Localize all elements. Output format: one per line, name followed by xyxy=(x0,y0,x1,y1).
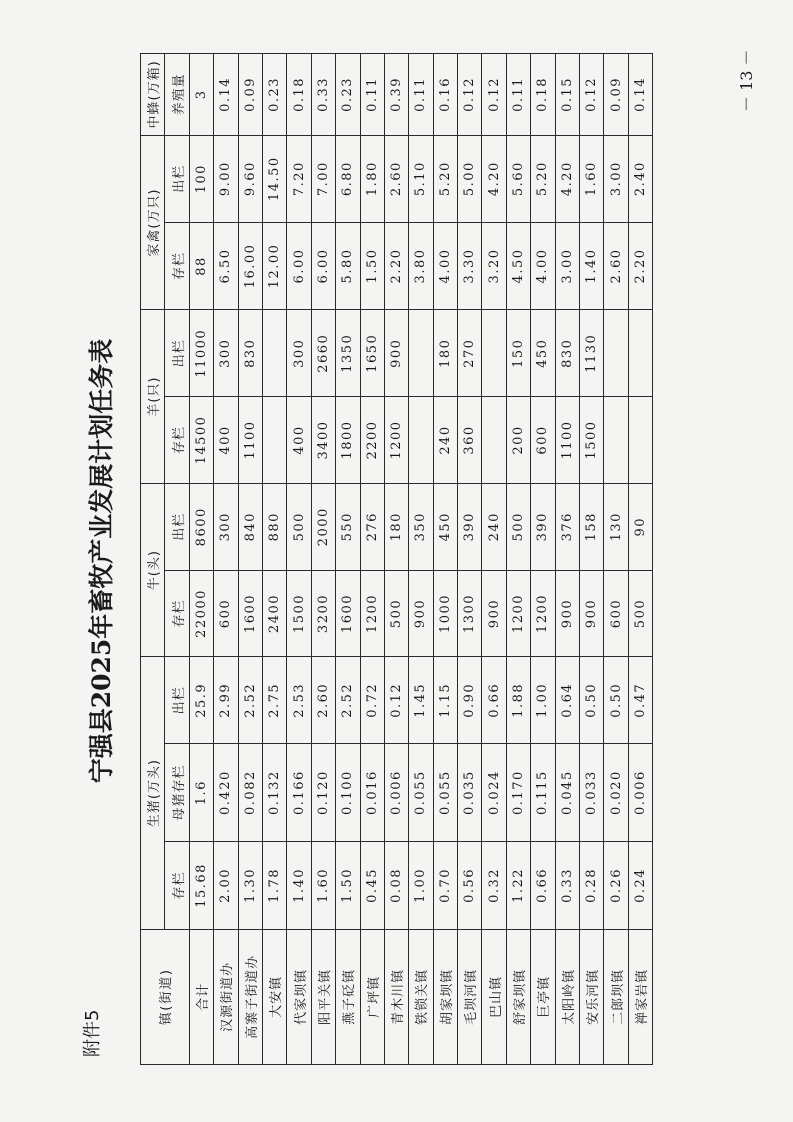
table-row xyxy=(262,54,286,1065)
table-cell: 0.120 xyxy=(311,744,335,842)
table-cell: 4.00 xyxy=(531,222,555,310)
table-cell: 0.020 xyxy=(604,744,628,842)
table-cell: 0.15 xyxy=(555,54,579,136)
table-cell: 550 xyxy=(336,483,360,570)
table-cell: 450 xyxy=(433,483,457,570)
table-cell: 3.80 xyxy=(409,222,433,310)
table-cell: 4.20 xyxy=(482,135,506,222)
town-name-cell: 二郎坝镇 xyxy=(604,929,628,1064)
town-name-cell: 广坪镇 xyxy=(360,929,384,1064)
table-row xyxy=(555,54,579,1065)
table-cell: 0.33 xyxy=(311,54,335,136)
table-cell: 0.28 xyxy=(580,842,604,930)
table-cell: 0.56 xyxy=(458,842,482,930)
table-cell: 270 xyxy=(458,310,482,397)
table-cell: 400 xyxy=(214,397,238,484)
table-cell: 2.52 xyxy=(238,657,262,744)
table-cell: 1.00 xyxy=(531,657,555,744)
table-row xyxy=(238,54,262,1065)
table-cell: 0.024 xyxy=(482,744,506,842)
table-cell: 600 xyxy=(604,570,628,657)
table-cell: 3200 xyxy=(311,570,335,657)
table-cell: 5.60 xyxy=(506,135,530,222)
town-name-cell: 舒家坝镇 xyxy=(506,929,530,1064)
table-cell: 1000 xyxy=(433,570,457,657)
town-name-cell: 太阳岭镇 xyxy=(555,929,579,1064)
table-cell: 0.14 xyxy=(628,54,652,136)
table-row xyxy=(482,54,506,1065)
subheader-cattle-out: 出栏 xyxy=(165,483,189,570)
table-cell: 0.166 xyxy=(287,744,311,842)
table-cell: 0.72 xyxy=(360,657,384,744)
table-cell: 1800 xyxy=(336,397,360,484)
table-cell: 1130 xyxy=(580,310,604,397)
table-cell: 0.132 xyxy=(262,744,286,842)
table-row xyxy=(287,54,311,1065)
table-cell: 0.055 xyxy=(433,744,457,842)
table-cell: 6.00 xyxy=(311,222,335,310)
table-cell: 1200 xyxy=(531,570,555,657)
town-name-cell: 燕子砭镇 xyxy=(336,929,360,1064)
table-cell: 2.20 xyxy=(628,222,652,310)
table-cell: 500 xyxy=(506,483,530,570)
table-row xyxy=(189,54,213,1065)
table-cell: 22000 xyxy=(189,570,213,657)
table-row xyxy=(580,54,604,1065)
subheader-sheep-stock: 存栏 xyxy=(165,397,189,484)
table-row xyxy=(311,54,335,1065)
table-cell: 0.045 xyxy=(555,744,579,842)
table-cell: 200 xyxy=(506,397,530,484)
table-cell: 500 xyxy=(628,570,652,657)
subheader-pig-sow: 母猪存栏 xyxy=(165,744,189,842)
town-name-cell: 代家坝镇 xyxy=(287,929,311,1064)
table-cell: 0.45 xyxy=(360,842,384,930)
table-cell xyxy=(262,397,286,484)
table-cell: 2.75 xyxy=(262,657,286,744)
table-cell: 0.39 xyxy=(384,54,408,136)
table-cell: 0.18 xyxy=(287,54,311,136)
table-cell: 1.78 xyxy=(262,842,286,930)
table-cell: 0.12 xyxy=(580,54,604,136)
table-cell: 16.00 xyxy=(238,222,262,310)
table-cell: 1.88 xyxy=(506,657,530,744)
table-cell: 2000 xyxy=(311,483,335,570)
table-cell: 3.00 xyxy=(555,222,579,310)
table-cell: 0.23 xyxy=(262,54,286,136)
subheader-poultry-out: 出栏 xyxy=(165,135,189,222)
table-cell: 0.12 xyxy=(384,657,408,744)
table-cell: 5.20 xyxy=(433,135,457,222)
table-cell: 2.40 xyxy=(628,135,652,222)
table-cell: 390 xyxy=(458,483,482,570)
town-name-cell: 高寨子街道办 xyxy=(238,929,262,1064)
table-cell: 376 xyxy=(555,483,579,570)
table-cell: 0.26 xyxy=(604,842,628,930)
table-cell: 1.6 xyxy=(189,744,213,842)
table-cell: 240 xyxy=(433,397,457,484)
table-cell: 14500 xyxy=(189,397,213,484)
subheader-poultry-stock: 存栏 xyxy=(165,222,189,310)
table-cell: 88 xyxy=(189,222,213,310)
table-cell: 900 xyxy=(555,570,579,657)
table-cell: 2.99 xyxy=(214,657,238,744)
table-cell: 300 xyxy=(287,310,311,397)
table-cell: 1.80 xyxy=(360,135,384,222)
table-row xyxy=(604,54,628,1065)
table-cell: 6.80 xyxy=(336,135,360,222)
table-cell: 900 xyxy=(384,310,408,397)
table-cell: 400 xyxy=(287,397,311,484)
table-cell xyxy=(409,397,433,484)
header-pig: 生猪(万头) xyxy=(141,657,165,929)
table-cell: 840 xyxy=(238,483,262,570)
table-cell: 1100 xyxy=(555,397,579,484)
table-cell: 0.12 xyxy=(482,54,506,136)
town-name-cell: 合计 xyxy=(189,929,213,1064)
table-cell: 0.23 xyxy=(336,54,360,136)
table-cell: 1.40 xyxy=(580,222,604,310)
table-cell xyxy=(628,310,652,397)
subheader-cattle-stock: 存栏 xyxy=(165,570,189,657)
table-cell: 0.90 xyxy=(458,657,482,744)
table-cell: 830 xyxy=(555,310,579,397)
table-cell: 0.66 xyxy=(531,842,555,930)
table-cell: 1500 xyxy=(580,397,604,484)
table-cell: 900 xyxy=(409,570,433,657)
table-cell: 0.12 xyxy=(458,54,482,136)
table-cell: 0.100 xyxy=(336,744,360,842)
table-cell: 0.50 xyxy=(604,657,628,744)
table-cell: 0.50 xyxy=(580,657,604,744)
table-cell: 1.22 xyxy=(506,842,530,930)
table-cell: 0.035 xyxy=(458,744,482,842)
table-cell: 5.10 xyxy=(409,135,433,222)
attachment-label: 附件5 xyxy=(82,1009,103,1057)
town-name-cell: 巨亭镇 xyxy=(531,929,555,1064)
table-row xyxy=(458,54,482,1065)
table-cell: 0.66 xyxy=(482,657,506,744)
table-cell: 350 xyxy=(409,483,433,570)
table-cell: 600 xyxy=(214,570,238,657)
table-cell: 3.00 xyxy=(604,135,628,222)
table-cell: 1.50 xyxy=(360,222,384,310)
table-cell: 830 xyxy=(238,310,262,397)
town-name-cell: 青木川镇 xyxy=(384,929,408,1064)
table-cell: 1.15 xyxy=(433,657,457,744)
table-row xyxy=(384,54,408,1065)
table-row xyxy=(214,54,238,1065)
table-row xyxy=(336,54,360,1065)
town-name-cell: 毛坝河镇 xyxy=(458,929,482,1064)
table-cell: 1200 xyxy=(384,397,408,484)
table-cell: 390 xyxy=(531,483,555,570)
table-cell: 4.00 xyxy=(433,222,457,310)
table-cell: 3.20 xyxy=(482,222,506,310)
table-body xyxy=(189,54,652,1065)
table-row xyxy=(360,54,384,1065)
table-cell: 500 xyxy=(287,483,311,570)
table-cell: 0.08 xyxy=(384,842,408,930)
table-cell: 0.006 xyxy=(384,744,408,842)
table-cell: 0.016 xyxy=(360,744,384,842)
table-cell: 1.30 xyxy=(238,842,262,930)
table-cell: 1200 xyxy=(360,570,384,657)
table-cell xyxy=(482,310,506,397)
table-cell: 0.32 xyxy=(482,842,506,930)
table-cell: 0.09 xyxy=(604,54,628,136)
table-cell: 0.082 xyxy=(238,744,262,842)
table-cell: 25.9 xyxy=(189,657,213,744)
table-cell xyxy=(262,310,286,397)
table-cell: 1100 xyxy=(238,397,262,484)
table-cell: 0.18 xyxy=(531,54,555,136)
table-cell: 2660 xyxy=(311,310,335,397)
table-cell: 2400 xyxy=(262,570,286,657)
table-cell: 0.115 xyxy=(531,744,555,842)
table-cell: 2.52 xyxy=(336,657,360,744)
livestock-task-table xyxy=(140,53,653,1065)
table-cell: 0.420 xyxy=(214,744,238,842)
table-row xyxy=(409,54,433,1065)
table-cell: 1600 xyxy=(238,570,262,657)
subheader-sheep-out: 出栏 xyxy=(165,310,189,397)
table-cell: 4.50 xyxy=(506,222,530,310)
table-cell: 0.033 xyxy=(580,744,604,842)
table-cell: 2.60 xyxy=(384,135,408,222)
table-cell: 1650 xyxy=(360,310,384,397)
town-name-cell: 胡家坝镇 xyxy=(433,929,457,1064)
subheader-pig-out: 出栏 xyxy=(165,657,189,744)
table-cell xyxy=(628,397,652,484)
table-cell: 2200 xyxy=(360,397,384,484)
table-cell: 0.47 xyxy=(628,657,652,744)
page-title: 宁强县2025年畜牧产业发展计划任务表 xyxy=(87,338,116,784)
table-cell: 2.53 xyxy=(287,657,311,744)
town-name-cell: 阳平关镇 xyxy=(311,929,335,1064)
table-cell: 360 xyxy=(458,397,482,484)
table-cell: 0.09 xyxy=(238,54,262,136)
table-cell: 2.20 xyxy=(384,222,408,310)
table-cell: 1.50 xyxy=(336,842,360,930)
table-cell: 6.50 xyxy=(214,222,238,310)
header-bee: 中蜂(万箱) xyxy=(141,54,165,136)
town-name-cell: 大安镇 xyxy=(262,929,286,1064)
table-cell: 1.45 xyxy=(409,657,433,744)
table-cell: 90 xyxy=(628,483,652,570)
table-cell: 5.00 xyxy=(458,135,482,222)
table-cell: 12.00 xyxy=(262,222,286,310)
table-cell: 8600 xyxy=(189,483,213,570)
page-number: － 13 － xyxy=(737,49,756,112)
table-cell: 240 xyxy=(482,483,506,570)
table-cell xyxy=(482,397,506,484)
table-cell: 0.24 xyxy=(628,842,652,930)
table-cell: 0.055 xyxy=(409,744,433,842)
town-name-cell: 铁锁关镇 xyxy=(409,929,433,1064)
table-cell: 2.60 xyxy=(311,657,335,744)
table-cell: 1300 xyxy=(458,570,482,657)
table-cell: 5.20 xyxy=(531,135,555,222)
table-cell: 2.60 xyxy=(604,222,628,310)
table-cell: 300 xyxy=(214,483,238,570)
table-cell: 1.60 xyxy=(311,842,335,930)
table-cell: 450 xyxy=(531,310,555,397)
header-cattle: 牛(头) xyxy=(141,483,165,657)
table-cell: 15.68 xyxy=(189,842,213,930)
table-cell: 1.00 xyxy=(409,842,433,930)
table-row xyxy=(628,54,652,1065)
table-subheader-row xyxy=(165,54,189,1065)
table-cell: 5.80 xyxy=(336,222,360,310)
town-name-cell: 安乐河镇 xyxy=(580,929,604,1064)
header-poultry: 家禽(万只) xyxy=(141,135,165,310)
table-cell: 6.00 xyxy=(287,222,311,310)
table-cell xyxy=(604,397,628,484)
table-cell: 1.60 xyxy=(580,135,604,222)
table-cell: 1500 xyxy=(287,570,311,657)
table-cell: 158 xyxy=(580,483,604,570)
table-cell: 0.70 xyxy=(433,842,457,930)
table-cell: 0.170 xyxy=(506,744,530,842)
subheader-bee-amount: 养殖量 xyxy=(165,54,189,136)
table-cell: 1200 xyxy=(506,570,530,657)
table-cell: 0.64 xyxy=(555,657,579,744)
table-cell: 1350 xyxy=(336,310,360,397)
table-cell: 130 xyxy=(604,483,628,570)
table-cell: 880 xyxy=(262,483,286,570)
table-cell: 9.00 xyxy=(214,135,238,222)
table-row xyxy=(531,54,555,1065)
table-cell: 3400 xyxy=(311,397,335,484)
table-cell: 3.30 xyxy=(458,222,482,310)
table-cell: 0.11 xyxy=(506,54,530,136)
table-cell: 100 xyxy=(189,135,213,222)
table-cell: 11000 xyxy=(189,310,213,397)
table-cell: 900 xyxy=(482,570,506,657)
table-cell: 600 xyxy=(531,397,555,484)
table-cell: 0.006 xyxy=(628,744,652,842)
table-cell: 300 xyxy=(214,310,238,397)
header-sheep: 羊(只) xyxy=(141,310,165,484)
table-cell xyxy=(604,310,628,397)
town-name-cell: 汉源街道办 xyxy=(214,929,238,1064)
table-cell: 0.11 xyxy=(409,54,433,136)
table-cell: 180 xyxy=(384,483,408,570)
town-name-cell: 巴山镇 xyxy=(482,929,506,1064)
table-cell: 0.11 xyxy=(360,54,384,136)
table-cell: 4.20 xyxy=(555,135,579,222)
table-cell: 7.00 xyxy=(311,135,335,222)
table-cell: 14.50 xyxy=(262,135,286,222)
table-cell: 150 xyxy=(506,310,530,397)
table-cell: 0.14 xyxy=(214,54,238,136)
table-row xyxy=(433,54,457,1065)
header-town: 镇(街道) xyxy=(141,929,190,1064)
table-cell: 1600 xyxy=(336,570,360,657)
table-cell: 500 xyxy=(384,570,408,657)
subheader-pig-stock: 存栏 xyxy=(165,842,189,930)
table-cell: 7.20 xyxy=(287,135,311,222)
table-cell: 180 xyxy=(433,310,457,397)
table-cell xyxy=(409,310,433,397)
table-cell: 900 xyxy=(580,570,604,657)
table-cell: 2.00 xyxy=(214,842,238,930)
table-cell: 0.16 xyxy=(433,54,457,136)
table-header-row xyxy=(141,54,165,1065)
table-cell: 3 xyxy=(189,54,213,136)
town-name-cell: 禅家岩镇 xyxy=(628,929,652,1064)
table-cell: 0.33 xyxy=(555,842,579,930)
table-cell: 1.40 xyxy=(287,842,311,930)
table-row xyxy=(506,54,530,1065)
table-cell: 276 xyxy=(360,483,384,570)
table-cell: 9.60 xyxy=(238,135,262,222)
